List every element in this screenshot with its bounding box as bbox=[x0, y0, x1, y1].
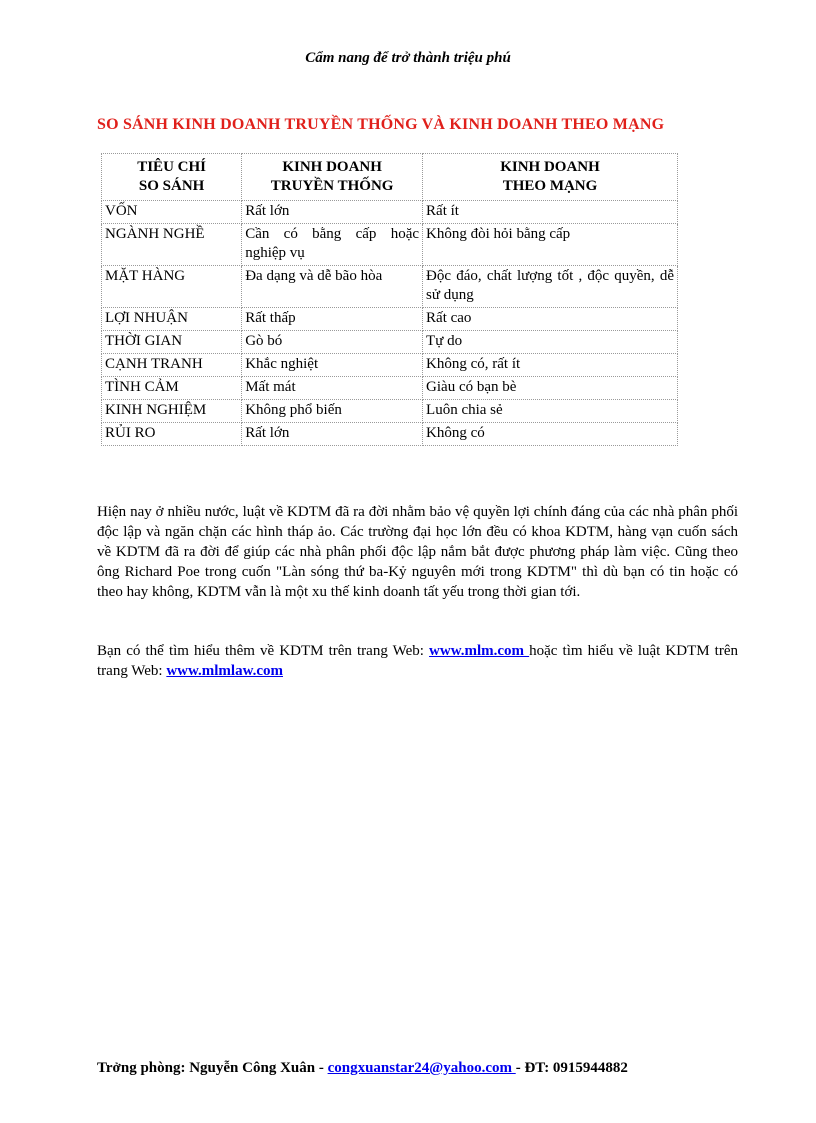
cell-traditional: Rất lớn bbox=[242, 201, 423, 224]
body-paragraph-law: Hiện nay ở nhiều nước, luật về KDTM đã ra đời nhằm bảo vệ quyền lợi chính đáng của các nhà phân phối độc lập và ngăn chặn các hình tháp ảo. Các trường đại học lớn đều có khoa KDTM, hàng vạn cuốn sách về KDTM đã ra đời để giúp các nhà phân phối độc lập nắm bắt được phương pháp làm việc. Cũng theo ông Richard Poe trong cuốn "Làn sóng thứ ba-Kỷ nguyên mới trong KDTM" thì dù bạn có tin hoặc có theo hay không, KDTM vẫn là một xu thế kinh doanh tất yếu trong thời gian tới. bbox=[97, 504, 738, 600]
websites-text-2: hoặc tìm hiểu về luật KDTM trên trang Web: bbox=[97, 643, 738, 679]
table-header-row bbox=[102, 154, 678, 201]
cell-traditional: Rất lớn bbox=[242, 423, 423, 446]
cell-criteria: LỢI NHUẬN bbox=[102, 308, 242, 331]
cell-traditional: Mất mát bbox=[242, 377, 423, 400]
cell-traditional: Cần có bằng cấp hoặc nghiệp vụ bbox=[242, 224, 423, 266]
cell-criteria: THỜI GIAN bbox=[102, 331, 242, 354]
table-row bbox=[102, 423, 678, 446]
link-mlmlaw[interactable]: www.mlmlaw.com bbox=[166, 663, 283, 679]
cell-criteria: NGÀNH NGHỀ bbox=[102, 224, 242, 266]
cell-criteria: MẶT HÀNG bbox=[102, 266, 242, 308]
table-row bbox=[102, 201, 678, 224]
footer-phone: - ĐT: 0915944882 bbox=[515, 1060, 628, 1076]
table-row bbox=[102, 331, 678, 354]
cell-traditional: Đa dạng và dễ bão hòa bbox=[242, 266, 423, 308]
cell-network: Tự do bbox=[423, 331, 678, 354]
header-traditional: KINH DOANH TRUYỀN THỐNG bbox=[242, 154, 423, 201]
cell-network: Giàu có bạn bè bbox=[423, 377, 678, 400]
cell-traditional: Khắc nghiệt bbox=[242, 354, 423, 377]
table-row bbox=[102, 400, 678, 423]
cell-network: Rất ít bbox=[423, 201, 678, 224]
table-row bbox=[102, 354, 678, 377]
page-footer bbox=[97, 1060, 628, 1077]
cell-network: Không có, rất ít bbox=[423, 354, 678, 377]
document-title: SO SÁNH KINH DOANH TRUYỀN THỐNG VÀ KINH DOANH THEO MẠNG bbox=[97, 116, 665, 133]
link-mlm[interactable]: www.mlm.com bbox=[429, 643, 530, 659]
websites-text-1: Bạn có thể tìm hiểu thêm về KDTM trên trang Web: bbox=[97, 643, 430, 659]
cell-criteria: CẠNH TRANH bbox=[102, 354, 242, 377]
cell-network: Độc đáo, chất lượng tốt , độc quyền, dễ sử dụng bbox=[423, 266, 678, 308]
table-row bbox=[102, 377, 678, 400]
cell-network: Rất cao bbox=[423, 308, 678, 331]
cell-network: Luôn chia sẻ bbox=[423, 400, 678, 423]
table-row bbox=[102, 266, 678, 308]
header-network: KINH DOANH THEO MẠNG bbox=[423, 154, 678, 201]
footer-email-link[interactable]: congxuanstar24@yahoo.com bbox=[327, 1060, 516, 1076]
body-paragraph-websites bbox=[97, 641, 738, 681]
footer-author: Trởng phòng: Nguyễn Công Xuân - bbox=[97, 1060, 328, 1076]
cell-network: Không có bbox=[423, 423, 678, 446]
table-row bbox=[102, 308, 678, 331]
cell-traditional: Gò bó bbox=[242, 331, 423, 354]
comparison-table bbox=[101, 153, 678, 446]
page-header: Cẩm nang để trở thành triệu phú bbox=[305, 50, 511, 66]
header-criteria: TIÊU CHÍ SO SÁNH bbox=[102, 154, 242, 201]
cell-criteria: VỐN bbox=[102, 201, 242, 224]
cell-criteria: RỦI RO bbox=[102, 423, 242, 446]
cell-criteria: TÌNH CẢM bbox=[102, 377, 242, 400]
cell-network: Không đòi hỏi bằng cấp bbox=[423, 224, 678, 266]
cell-criteria: KINH NGHIỆM bbox=[102, 400, 242, 423]
table-row bbox=[102, 224, 678, 266]
cell-traditional: Không phổ biến bbox=[242, 400, 423, 423]
cell-traditional: Rất thấp bbox=[242, 308, 423, 331]
